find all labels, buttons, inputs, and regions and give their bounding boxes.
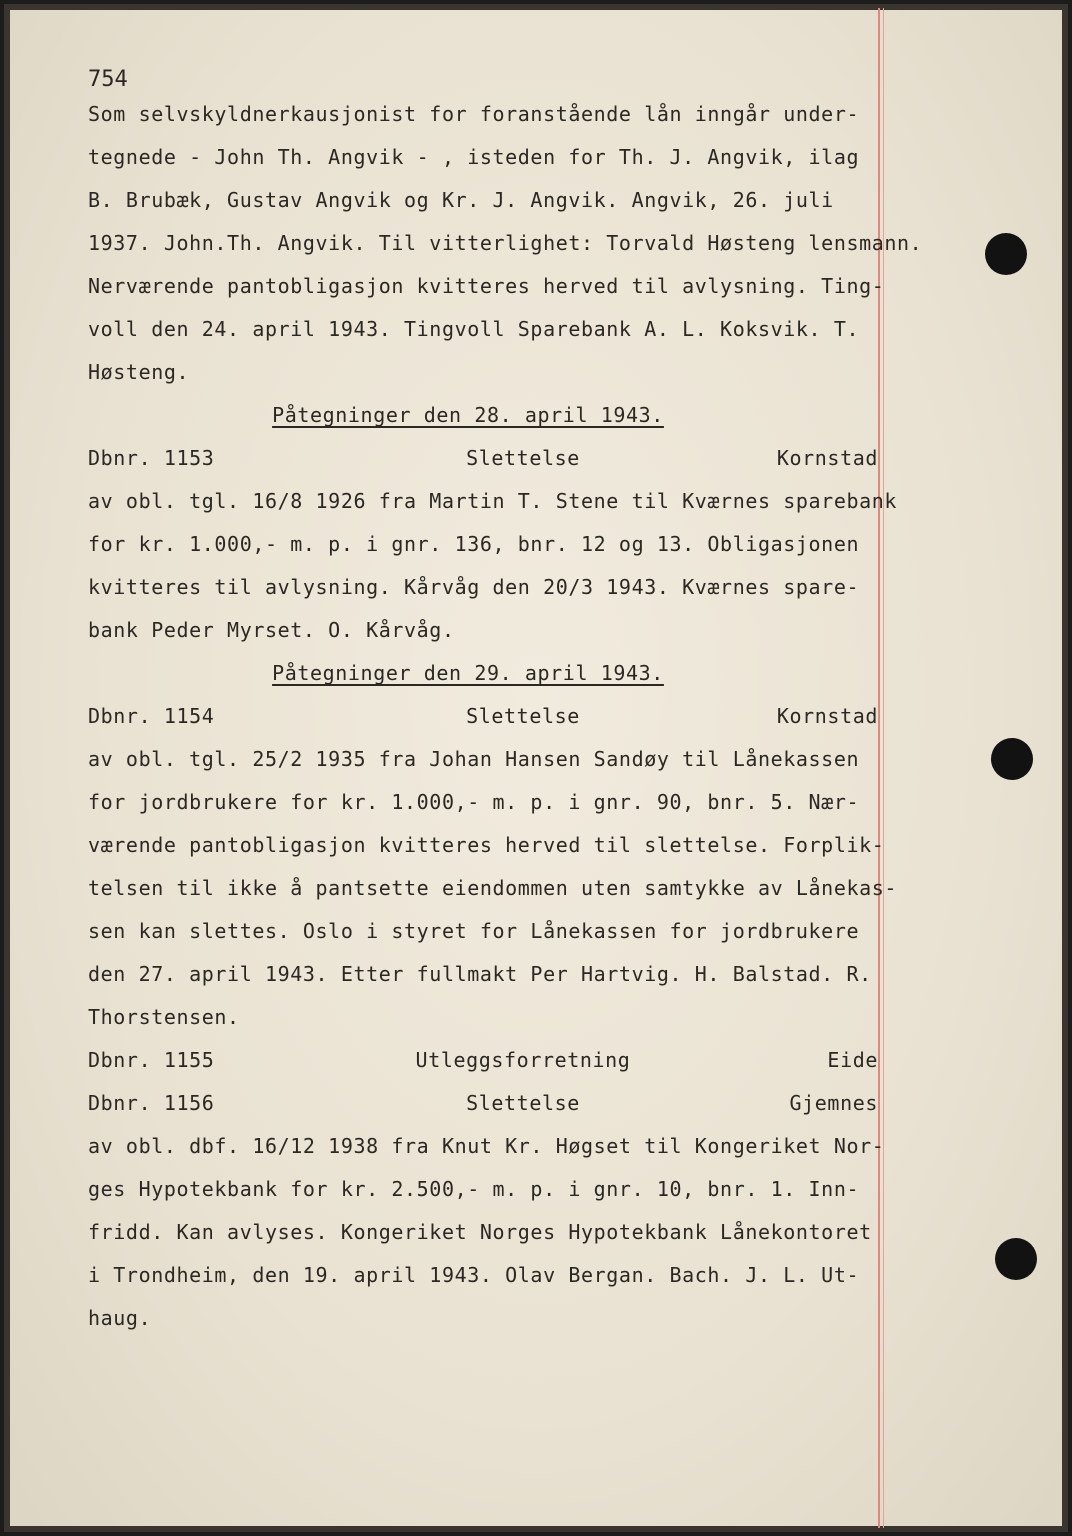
- section-heading-text: Påtegninger den 28. april 1943.: [272, 403, 664, 427]
- entry-type: Slettelse: [466, 1091, 580, 1115]
- text-line: for kr. 1.000,- m. p. i gnr. 136, bnr. 12 og 13. Obligasjonen: [88, 532, 860, 556]
- text-line: Thorstensen.: [88, 1005, 240, 1029]
- page-number: 754: [88, 67, 128, 92]
- section-heading-text: Påtegninger den 29. april 1943.: [272, 661, 664, 685]
- punch-hole-bottom: [995, 1238, 1037, 1280]
- text-line: Som selvskyldnerkausjonist for foranstående lån inngår under-: [88, 102, 860, 126]
- punch-hole-middle: [991, 738, 1033, 780]
- entry-row: [88, 695, 878, 738]
- typed-text-block: [88, 50, 923, 1340]
- text-line: værende pantobligasjon kvitteres herved til slettelse. Forplik-: [88, 833, 885, 857]
- text-line: av obl. dbf. 16/12 1938 fra Knut Kr. Høgset til Kongeriket Nor-: [88, 1134, 885, 1158]
- entry-type: Slettelse: [466, 446, 580, 470]
- entry-place: Kornstad: [776, 446, 878, 470]
- entry-number: Dbnr. 1154: [88, 704, 215, 728]
- section-heading: [88, 394, 908, 437]
- entry-row: [88, 1082, 878, 1125]
- text-line: bank Peder Myrset. O. Kårvåg.: [88, 618, 455, 642]
- text-line: fridd. Kan avlyses. Kongeriket Norges Hypotekbank Lånekontoret: [88, 1220, 872, 1244]
- entry-number: Dbnr. 1156: [88, 1091, 215, 1115]
- text-line: den 27. april 1943. Etter fullmakt Per Hartvig. H. Balstad. R.: [88, 962, 872, 986]
- entry-type: Utleggsforretning: [415, 1048, 631, 1072]
- text-line: ges Hypotekbank for kr. 2.500,- m. p. i gnr. 10, bnr. 1. Inn-: [88, 1177, 860, 1201]
- entry-type: Slettelse: [466, 704, 580, 728]
- entry-row: [88, 1039, 878, 1082]
- entry-place: Eide: [827, 1048, 878, 1072]
- text-line: B. Brubæk, Gustav Angvik og Kr. J. Angvik. Angvik, 26. juli: [88, 188, 834, 212]
- text-line: sen kan slettes. Oslo i styret for Lånekassen for jordbrukere: [88, 919, 860, 943]
- section-heading: [88, 652, 908, 695]
- text-line: kvitteres til avlysning. Kårvåg den 20/3 1943. Kværnes spare-: [88, 575, 860, 599]
- text-line: for jordbrukere for kr. 1.000,- m. p. i gnr. 90, bnr. 5. Nær-: [88, 790, 860, 814]
- entry-number: Dbnr. 1155: [88, 1048, 215, 1072]
- text-line: Høsteng.: [88, 360, 190, 384]
- entry-place: Kornstad: [776, 704, 878, 728]
- entry-row: [88, 437, 878, 480]
- text-line: av obl. tgl. 16/8 1926 fra Martin T. Stene til Kværnes sparebank: [88, 489, 898, 513]
- text-line: 1937. John.Th. Angvik. Til vitterlighet: Torvald Høsteng lensmann.: [88, 231, 923, 255]
- entry-number: Dbnr. 1153: [88, 446, 215, 470]
- text-line: haug.: [88, 1306, 152, 1330]
- text-line: tegnede - John Th. Angvik - , isteden for Th. J. Angvik, ilag: [88, 145, 860, 169]
- text-line: i Trondheim, den 19. april 1943. Olav Bergan. Bach. J. L. Ut-: [88, 1263, 860, 1287]
- text-line: telsen til ikke å pantsette eiendommen uten samtykke av Lånekas-: [88, 876, 898, 900]
- text-line: voll den 24. april 1943. Tingvoll Sparebank A. L. Koksvik. T.: [88, 317, 860, 341]
- text-line: Nerværende pantobligasjon kvitteres herved til avlysning. Ting-: [88, 274, 885, 298]
- punch-hole-top: [985, 233, 1027, 275]
- entry-place: Gjemnes: [789, 1091, 878, 1115]
- text-line: av obl. tgl. 25/2 1935 fra Johan Hansen Sandøy til Lånekassen: [88, 747, 860, 771]
